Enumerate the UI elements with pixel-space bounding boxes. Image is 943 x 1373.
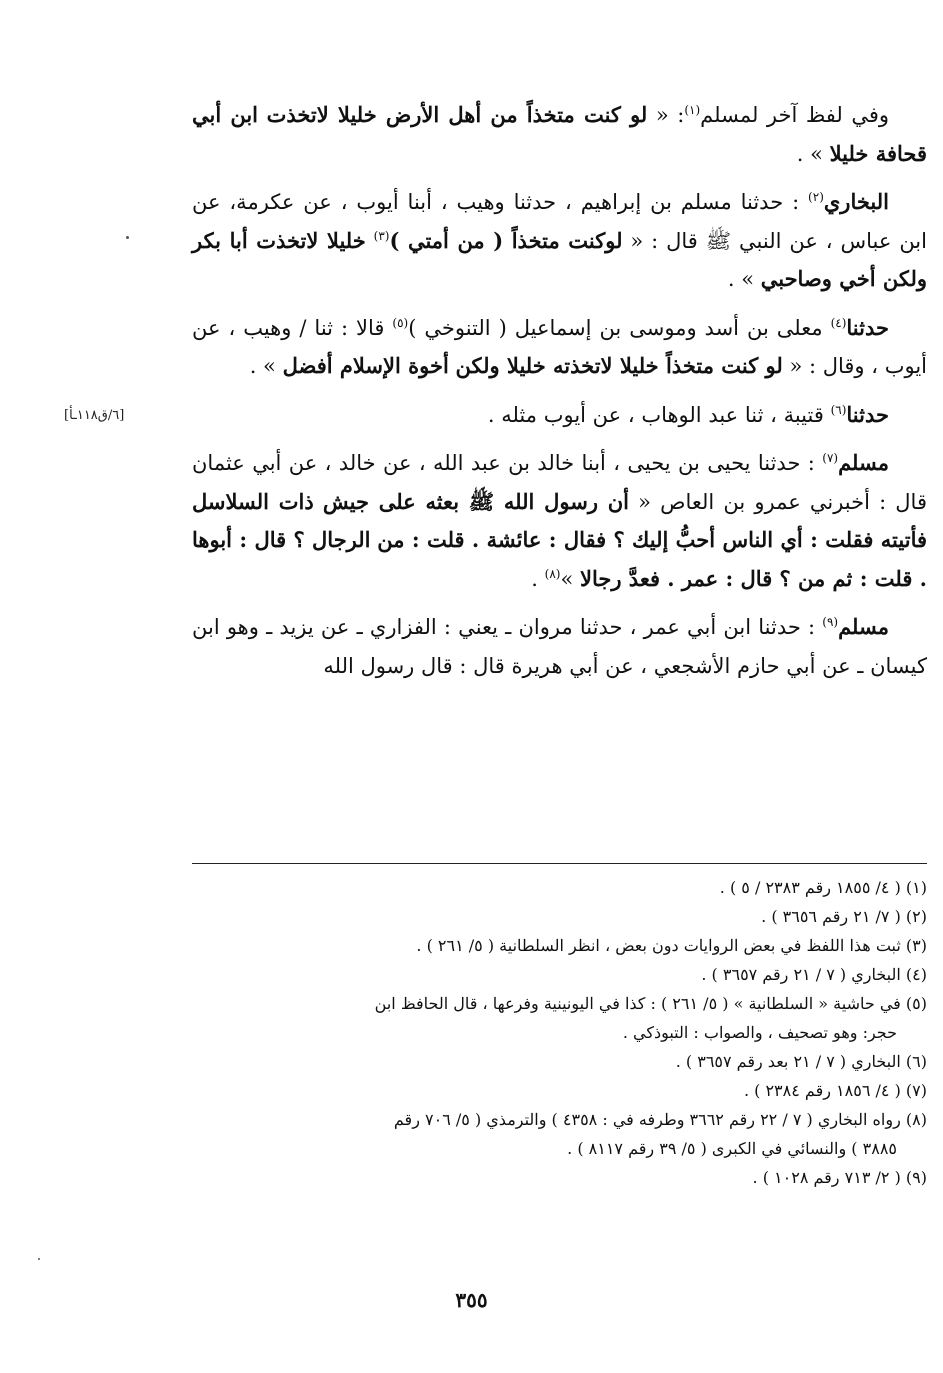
hadith-text: ابن أبي قحافة خليلا	[192, 102, 927, 166]
paragraph-6: مسلم$^{(٩)}$ : حدثنا ابن أبي عمر ، حدثنا مروان ـ يعني : الفزاري ـ عن يزيد ـ وهو ابن كيسان ـ عن أبي حازم الأشجعي ، عن أبي هريرة قال : قال رسول الله	[192, 614, 927, 678]
footnote-marker: (٢)	[808, 190, 824, 204]
scan-speck	[38, 1258, 40, 1260]
paragraph-3: حدثنا$^{(٤)}$ معلى بن أسد وموسى بن إسماعيل ( التنوخي )$^{(٥)}$ قالا : ثنا / وهيب ، عن أيوب ، وقال : « لو كنت متخذاً خليلا لاتخذته خليلا ولكن أخوة الإسلام أفضل » .	[192, 314, 927, 378]
source-name: البخاري	[823, 189, 889, 214]
footnote-7: (٧) ( ٤/ ١٨٥٦ رقم ٢٣٨٤ ) .	[743, 1081, 927, 1100]
hadith-text: لو كنت متخذاً من أهل الأرض خليلا لاتخذت	[266, 102, 648, 127]
paragraph-2: البخاري$^{(٢)}$ : حدثنا مسلم بن إبراهيم ، حدثنا وهيب ، أبنا أيوب ، عن عكرمة، عن ابن عباس ، عن النبي ﷺ قال : « لوكنت متخذاً ( من أمتي )$^{(٣)}$ خليلا لاتخذت أبا بكر ولكن أخي وصاحبي » .	[192, 189, 927, 291]
source-name: حدثنا	[846, 401, 889, 427]
footnote-9: (٩) ( ٢/ ٧١٣ رقم ١٠٢٨ ) .	[752, 1168, 927, 1187]
hadith-text: خليلا لاتخذت أبا بكر ولكن أخي وصاحبي	[192, 227, 927, 291]
paragraph-5: مسلم$^{(٧)}$ : حدثنا يحيى بن يحيى ، أبنا خالد بن عبد الله ، عن خالد ، عن أبي عثمان قال : أخبرني عمرو بن العاص « أن رسول الله ﷺ بعثه على جيش ذات السلاسل فأتيته فقلت : أي الناس أحبُّ إليك ؟ فقال : عائشة . قلت : من الرجال ؟ قال : أبوها . قلت : ثم من ؟ قال : عمر . فعدَّ رجالا »$^{(٨)}$ .	[192, 450, 928, 591]
hadith-text: أخوة الإسلام أفضل	[282, 353, 449, 378]
scan-speck	[126, 236, 129, 239]
manuscript-folio-reference: [٦/ق١١٨ـأ]	[64, 408, 125, 423]
footnote-8: (٨) رواه البخاري ( ٧ / ٢٢ رقم ٣٦٦٢ وطرفه في : ٤٣٥٨ ) والترمذي ( ٥/ ٧٠٦ رقم ٣٨٨٥ ) والنسائي في الكبرى ( ٥/ ٣٩ رقم ٨١١٧ ) .	[393, 1110, 927, 1158]
source-name: مسلم	[838, 614, 889, 639]
paragraph-1: وفي لفظ آخر لمسلم$^{(١)}$: « لو كنت متخذاً من أهل الأرض خليلا لاتخذت ابن أبي قحافة خليلا » .	[192, 102, 927, 166]
hadith-text: أن رسول الله ﷺ بعثه على جيش	[322, 488, 629, 514]
footnote-marker: (٦)	[830, 402, 847, 417]
source-name: حدثنا	[846, 314, 889, 340]
hadith-text: لو كنت متخذاً خليلا لاتخذته خليلا ولكن	[455, 353, 783, 378]
footnote-2: (٢) ( ٧/ ٢١ رقم ٣٦٥٦ ) .	[761, 907, 927, 926]
paragraph-4: حدثنا$^{(٦)}$ قتيبة ، ثنا عبد الوهاب ، عن أيوب مثله .	[487, 401, 889, 427]
main-text	[192, 96, 927, 695]
page-number: ٣٥٥	[455, 1288, 488, 1312]
footnote-4: (٤) البخاري ( ٧ / ٢١ رقم ٣٦٥٧ ) .	[701, 965, 927, 984]
footnote-5: (٥) في حاشية « السلطانية » ( ٥/ ٢٦١ ) : كذا في اليونينية وفرعها ، قال الحافظ ابن حجر: وهو تصحيف ، والصواب : التبوذكي .	[374, 994, 927, 1042]
hadith-text: الرجال ؟ قال : أبوها . قلت : ثم من ؟ قال : عمر . فعدَّ رجالا	[192, 527, 927, 591]
footnote-marker: (٥)	[392, 315, 409, 330]
footnote-marker: (٤)	[830, 315, 847, 330]
footnote-divider	[192, 863, 927, 864]
hadith-text: لوكنت متخذاً ( من أمتي )	[389, 227, 623, 253]
footnote-1: (١) ( ٤/ ١٨٥٥ رقم ٢٣٨٣ / ٥ ) .	[719, 878, 927, 897]
footnote-6: (٦) البخاري ( ٧ / ٢١ بعد رقم ٣٦٥٧ ) .	[675, 1052, 927, 1071]
source-name: مسلم	[838, 450, 889, 475]
footnote-marker: (٨)	[544, 566, 561, 581]
hadith-text: ذات السلاسل فأتيته فقلت : أي الناس أحبُّ إليك ؟ فقال : عائشة . قلت : من	[192, 488, 928, 552]
footnotes	[192, 873, 927, 1192]
footnote-marker: (٧)	[822, 451, 839, 465]
footnote-marker: (٩)	[822, 615, 839, 629]
footnote-marker: (١)	[684, 103, 701, 117]
footnote-marker: (٣)	[373, 228, 390, 243]
footnote-3: (٣) ثبت هذا اللفظ في بعض الروايات دون بعض ، انظر السلطانية ( ٥/ ٢٦١ ) .	[416, 936, 927, 955]
